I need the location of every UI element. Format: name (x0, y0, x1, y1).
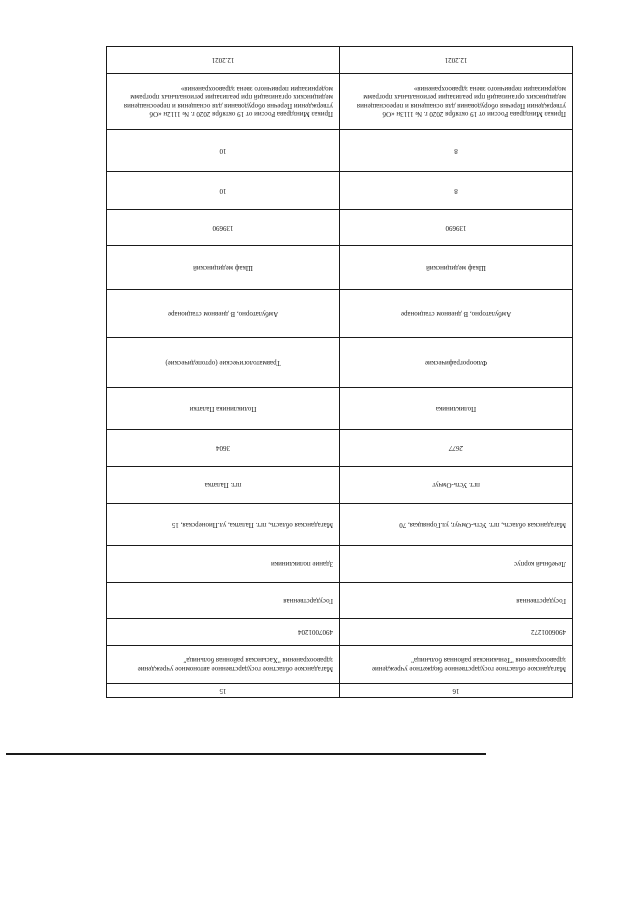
table-cell: Травматологические (ортопедические) (107, 338, 340, 388)
table-row (107, 338, 573, 388)
table-cell: 8 (340, 172, 573, 210)
table-row (107, 467, 573, 504)
table-row (107, 430, 573, 467)
table-cell: Шкаф медицинский (107, 246, 340, 290)
horizontal-rule (6, 753, 486, 755)
table-cell: Амбулаторно, В дневном стационаре (340, 290, 573, 338)
table-cell: Государственная (107, 583, 340, 619)
table-cell: 12.2021 (340, 47, 573, 74)
table-row (107, 210, 573, 246)
table-row (107, 74, 573, 130)
table-row (107, 130, 573, 172)
table-cell: 3604 (107, 430, 340, 467)
table-row (107, 246, 573, 290)
table-row (107, 583, 573, 619)
table-cell: Поликлиника (340, 388, 573, 430)
table-cell: 4907001204 (107, 619, 340, 646)
document-table (106, 46, 573, 698)
table-cell: 8 (340, 130, 573, 172)
table-cell: Амбулаторно, В дневном стационаре (107, 290, 340, 338)
table-cell: 12.2021 (107, 47, 340, 74)
table-cell: пгт. Палатка (107, 467, 340, 504)
table-cell: 10 (107, 130, 340, 172)
table-cell: 4906001272 (340, 619, 573, 646)
table-cell: Поликлиника Палатки (107, 388, 340, 430)
table-cell: 15 (107, 684, 340, 698)
table-cell: Магаданское областное государственное бюджетное учреждение здравоохранения "Тенькинская районная больница" (340, 646, 573, 684)
table-cell: Магаданская область, пгт. Усть-Омчуг, ул.Горняцкая, 70 (340, 504, 573, 546)
table-row (107, 504, 573, 546)
table-cell: 2677 (340, 430, 573, 467)
table-cell: Магаданская область, пгт. Палатка, ул.Пионерская, 15 (107, 504, 340, 546)
table-row (107, 290, 573, 338)
table-row (107, 546, 573, 583)
table-cell: Приказ Минздрава России от 19 октября 2020 г. № 1112н «Об утверждении Перечня оборудования для оснащения и переоснащения медицинских организаций при реализации региональных программ модернизации первичного звена здравоохранения» (107, 74, 340, 130)
table-row (107, 619, 573, 646)
table-row (107, 684, 573, 698)
table-row (107, 388, 573, 430)
table-row (107, 172, 573, 210)
table-cell: Приказ Минздрава России от 19 октября 2020 г. № 1113н «Об утверждении Перечня оборудования для оснащения и переоснащения медицинских организаций при реализации региональных программ модернизации первичного звена здравоохранения» (340, 74, 573, 130)
table-cell: пгт. Усть-Омчуг (340, 467, 573, 504)
table-cell: Шкаф медицинский (340, 246, 573, 290)
table-cell: Государственная (340, 583, 573, 619)
table-cell: 10 (107, 172, 340, 210)
table-cell: Лечебный корпус (340, 546, 573, 583)
table-cell: 139690 (340, 210, 573, 246)
table-cell: Здание поликлиники (107, 546, 340, 583)
table-cell: Магаданское областное государственное автономное учреждение здравоохранения "Хасынская районная больница" (107, 646, 340, 684)
table-cell: 139690 (107, 210, 340, 246)
table-row (107, 646, 573, 684)
table-cell: Флюорографические (340, 338, 573, 388)
table-cell: 16 (340, 684, 573, 698)
table-row (107, 47, 573, 74)
